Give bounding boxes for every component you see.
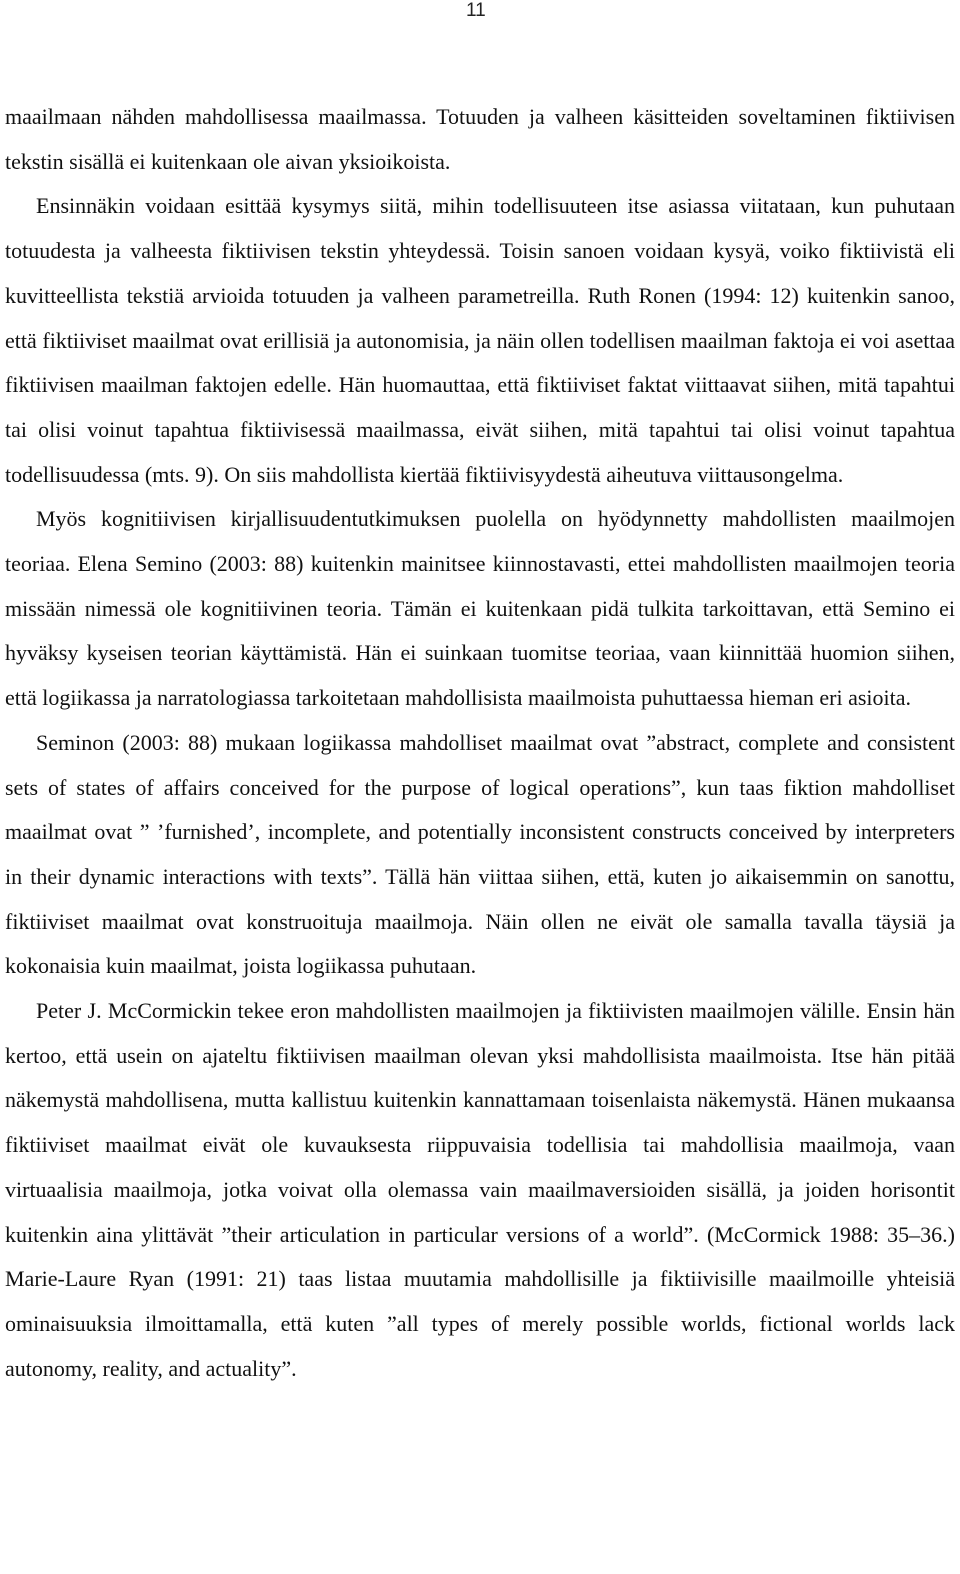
paragraph-fiction-truth: Ensinnäkin voidaan esittää kysymys siitä, mihin todellisuuteen itse asiassa viitataan, kun puhutaan totuudesta ja valheesta fiktiivisen tekstin yhteydessä. Toisin sanoen voidaan kysyä, voiko fiktiivistä eli kuvitteellista tekstiä arvioida totuuden ja valheen parametreilla. Ruth Ronen (1994: 12) kuitenkin sanoo, että fiktiiviset maailmat ovat erillisiä ja autonomisia, ja näin ollen todellisen maailman faktoja ei voi asettaa fiktiivisen maailman faktojen edelle. Hän huomauttaa, että fiktiiviset faktat viittaavat siihen, mitä tapahtui tai olisi voinut tapahtua fiktiivisessä maailmassa, eivät siihen, mitä tapahtui tai olisi voinut tapahtua todellisuudessa (mts. 9). On siis mahdollista kiertää fiktiivisyydestä aiheutuva viittausongelma.: [5, 193, 955, 487]
paragraph-mccormick: Peter J. McCormickin tekee eron mahdollisten maailmojen ja fiktiivisten maailmojen välille. Ensin hän kertoo, että usein on ajateltu fiktiivisen maailman olevan yksi mahdollisista maailmoista. Itse hän pitää näkemystä mahdollisena, mutta kallistuu kuitenkin kannattamaan toisenlaista näkemystä. Hänen mukaansa fiktiiviset maailmat eivät ole kuvauksesta riippuvaisia todellisia tai mahdollisia maailmoja, vaan virtuaalisia maailmoja, jotka voivat olla olemassa vain maailmaversioiden sisällä, ja joiden horisontit kuitenkin aina ylittävät ”their articulation in particular versions of a world”. (McCormick 1988: 35–36.) Marie-Laure Ryan (1991: 21) taas listaa muutamia mahdollisille ja fiktiivisille maailmoille yhteisiä ominaisuuksia ilmoittamalla, että kuten ”all types of merely possible worlds, fictional worlds lack autonomy, reality, and actuality”.: [5, 998, 955, 1381]
paragraph-semino-logic: Seminon (2003: 88) mukaan logiikassa mahdolliset maailmat ovat ”abstract, complete and consistent sets of states of affairs conceived for the purpose of logical operations”, kun taas fiktion mahdolliset maailmat ovat ” ’furnished’, incomplete, and potentially inconsistent constructs conceived by interpreters in their dynamic interactions with texts”. Tällä hän viittaa siihen, että, kuten jo aikaisemmin on sanottu, fiktiiviset maailmat ovat konstruoituja maailmoja. Näin ollen ne eivät ole samalla tavalla täysiä ja kokonaisia kuin maailmat, joista logiikassa puhutaan.: [5, 729, 955, 979]
paragraph-continuation: maailmaan nähden mahdollisessa maailmassa. Totuuden ja valheen käsitteiden soveltaminen fiktiivisen tekstin sisällä ei kuitenkaan ole aivan yksioikoista.: [5, 104, 955, 174]
paragraph-cognitive-theory: Myös kognitiivisen kirjallisuudentutkimuksen puolella on hyödynnetty mahdollisten maailmojen teoriaa. Elena Semino (2003: 88) kuitenkin mainitsee kiinnostavasti, ettei mahdollisten maailmojen teoria missään nimessä ole kognitiivinen teoria. Tämän ei kuitenkaan pidä tulkita tarkoittavan, että Semino ei hyväksy kyseisen teorian käyttämistä. Hän ei suinkaan tuomitse teoriaa, vaan kiinnittää huomion siihen, että logiikassa ja narratologiassa tarkoitetaan mahdollisista maailmoista puhuttaessa hieman eri asioita.: [5, 506, 955, 711]
page-number: 11: [466, 0, 486, 21]
document-body: [5, 95, 955, 1391]
